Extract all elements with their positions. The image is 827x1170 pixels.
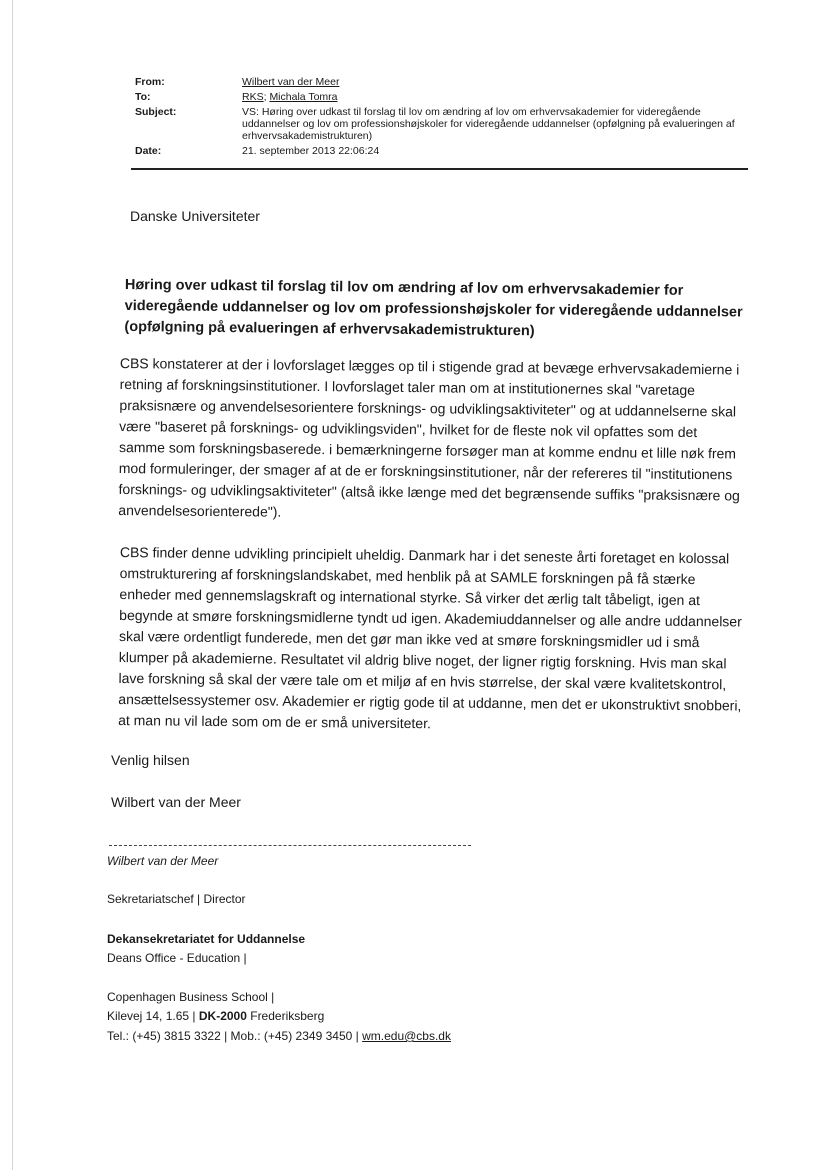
- subject-value: VS: Høring over udkast til forslag til lov om ændring af lov om erhvervsakademier for videregående uddannelser og lov om professionshøjskoler for videregående uddannelser (opfølgning på evalueringen af erhvervsakademistrukturen): [242, 106, 735, 142]
- email-header: [135, 76, 750, 160]
- signature-department-en: Deans Office - Education |: [107, 951, 247, 965]
- body-paragraph-1: CBS konstaterer at der i lovforslaget lægges op til i stigende grad at bevæge erhvervsakademierne i retning af forskningsinstitutioner. I lovforslaget taler man om at institutionernes skal "varetage praksisnære og anvendelsesorientere forsknings- og udviklingsaktiviteter" og at uddannelserne skal være "baseret på forsknings- og udviklingsviden", hvilket for de fleste nok vil opfattes som det samme som forskningsbaserede. i bemærkningerne forsøger man at komme endnu et lille nøk frem mod formuleringer, der smager af at de er forskningsinstitutioner, når der refereres til "institutionens forsknings- og udviklingsaktiviteter" (altså ikke længe med det begrænsende suffiks "praksisnære og anvendelsesorienterede").: [118, 354, 740, 520]
- header-to-row: [135, 91, 750, 103]
- header-subject-row: [135, 106, 750, 142]
- signature-name: Wilbert van der Meer: [107, 854, 219, 868]
- header-from-row: [135, 76, 750, 88]
- from-label: From:: [135, 76, 165, 88]
- body-paragraph-2: CBS finder denne udvikling principielt uheldig. Danmark har i det seneste årti foretaget en kolossal omstrukturering af forskningslandskabet, med henblik på at SAMLE forskningen på få stærke enheder med gennemslagskraft og international styrke. Så virker det ærlig talt tåbeligt, igen at begynde at smøre forskningsmidlerne tyndt ud igen. Akademiuddannelser og alle andre uddannelser skal være ordentligt funderede, men det gør man ikke ved at smøre forskningsmidler ud i små klumper på akademierne. Resultatet vil aldrig blive noget, der ligner rigtig forskning. Hvis man skal lave forskning så skal der være tale om et miljø af en hvis størrelse, der skal være kvalitetskontrol, ansættelsessystemer osv. Akademier er rigtig gode til at uddanne, men det er ukonstruktivt snobberi, at man nu vil lade som om de er små universiteter.: [118, 543, 742, 732]
- signature-phone: Tel.: (+45) 3815 3322 | Mob.: (+45) 2349 3450 |: [107, 1029, 359, 1043]
- to-recipient-link-michala[interactable]: Michala Tomra: [269, 91, 338, 103]
- address-street: Kilevej 14, 1.65 |: [107, 1009, 196, 1023]
- subject-label: Subject:: [135, 106, 177, 118]
- signature-contact: [107, 1029, 451, 1043]
- closing-greeting: Venlig hilsen: [111, 752, 190, 768]
- scan-edge-line: [12, 0, 13, 1170]
- to-label: To:: [135, 91, 151, 103]
- signature-divider: [109, 845, 471, 846]
- signature-email-link[interactable]: wm.edu@cbs.dk: [362, 1029, 451, 1043]
- recipient-organization: Danske Universiteter: [130, 208, 260, 224]
- to-separator: ;: [263, 91, 267, 103]
- from-sender-link[interactable]: Wilbert van der Meer: [242, 76, 340, 88]
- address-city: Frederiksberg: [250, 1009, 325, 1023]
- to-recipient-link-rks[interactable]: RKS: [242, 91, 264, 103]
- signature-school: Copenhagen Business School |: [107, 990, 275, 1004]
- header-divider: [131, 168, 748, 170]
- signature-address: [107, 1009, 324, 1023]
- letter-title: Høring over udkast til forslag til lov om ændring af lov om erhvervsakademier for videregående uddannelser og lov om professionshøjskoler for videregående uddannelser (opfølgning på evalueringen af erhvervsakademistrukturen): [124, 276, 743, 340]
- header-date-row: [135, 145, 750, 157]
- date-value: 21. september 2013 22:06:24: [242, 145, 380, 157]
- signature-title: Sekretariatschef | Director: [107, 892, 246, 906]
- address-postcode: DK-2000: [198, 1009, 247, 1023]
- signer-name: Wilbert van der Meer: [111, 794, 241, 810]
- signature-department: Dekansekretariatet for Uddannelse: [107, 932, 306, 946]
- date-label: Date:: [135, 145, 162, 157]
